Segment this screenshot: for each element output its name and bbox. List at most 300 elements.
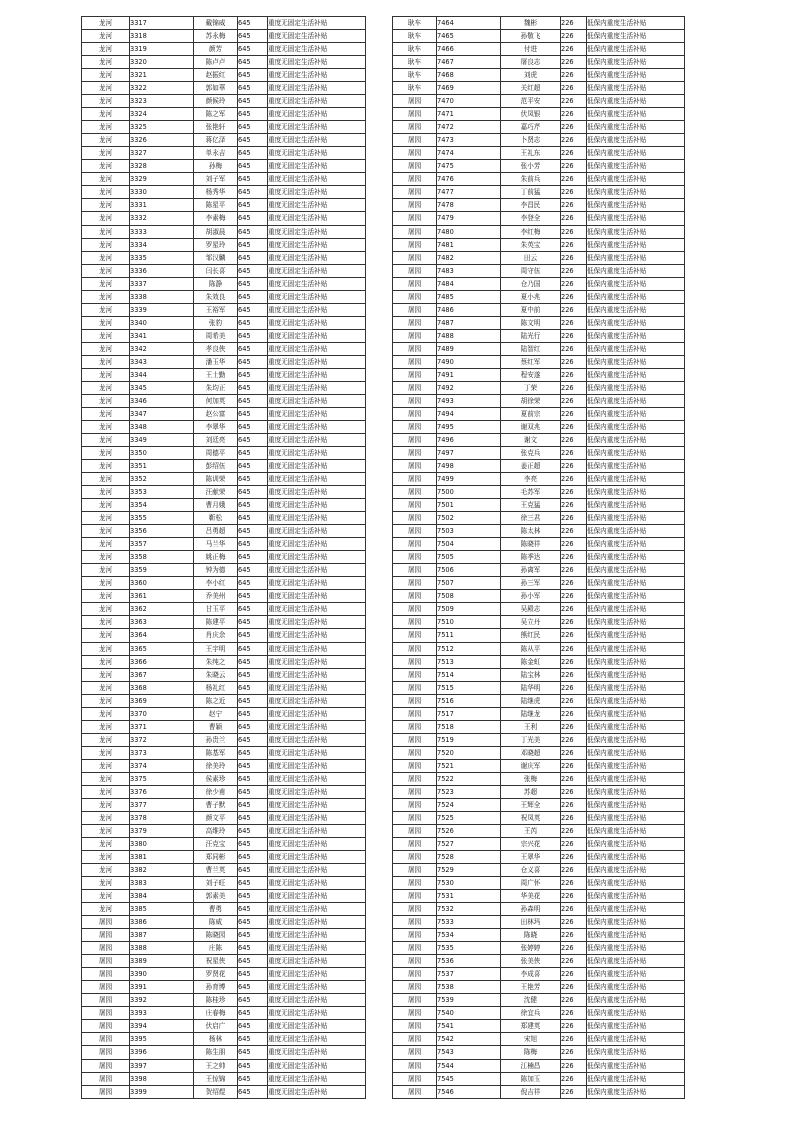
table-row — [393, 916, 685, 929]
subsidy-type-cell: 低保内重度生活补贴 — [587, 460, 685, 473]
area-cell: 屠园 — [393, 837, 437, 850]
serial-number-cell: 3363 — [130, 616, 194, 629]
name-cell: 孙离军 — [501, 564, 561, 577]
table-row — [82, 551, 366, 564]
area-cell: 龙河 — [82, 134, 130, 147]
table-row — [393, 551, 685, 564]
subsidy-table-left — [81, 16, 366, 1099]
name-cell: 吴殿志 — [501, 603, 561, 616]
table-row — [82, 798, 366, 811]
amount-cell: 645 — [238, 1033, 268, 1046]
table-row — [82, 108, 366, 121]
name-cell: 罗星玲 — [194, 238, 238, 251]
area-cell: 屠园 — [82, 994, 130, 1007]
table-row — [393, 121, 685, 134]
amount-cell: 645 — [238, 277, 268, 290]
serial-number-cell: 3395 — [130, 1033, 194, 1046]
serial-number-cell: 7505 — [437, 551, 501, 564]
name-cell: 王辉全 — [501, 798, 561, 811]
amount-cell: 226 — [561, 212, 587, 225]
area-cell: 龙河 — [82, 56, 130, 69]
name-cell: 华美花 — [501, 890, 561, 903]
subsidy-type-cell: 低保内重度生活补贴 — [587, 499, 685, 512]
table-row — [393, 316, 685, 329]
serial-number-cell: 3332 — [130, 212, 194, 225]
serial-number-cell: 7494 — [437, 407, 501, 420]
serial-number-cell: 7471 — [437, 108, 501, 121]
amount-cell: 645 — [238, 694, 268, 707]
name-cell: 邹汉麟 — [194, 251, 238, 264]
table-row — [393, 733, 685, 746]
amount-cell: 226 — [561, 1020, 587, 1033]
table-row — [393, 212, 685, 225]
area-cell: 耿车 — [393, 43, 437, 56]
serial-number-cell: 3371 — [130, 720, 194, 733]
amount-cell: 226 — [561, 303, 587, 316]
serial-number-cell: 3341 — [130, 329, 194, 342]
name-cell: 江楠昌 — [501, 1059, 561, 1072]
area-cell: 屠园 — [82, 981, 130, 994]
subsidy-type-cell: 重度无固定生活补贴 — [268, 355, 366, 368]
serial-number-cell: 3349 — [130, 434, 194, 447]
area-cell: 龙河 — [82, 564, 130, 577]
subsidy-type-cell: 低保内重度生活补贴 — [587, 473, 685, 486]
subsidy-type-cell: 重度无固定生活补贴 — [268, 811, 366, 824]
name-cell: 王利 — [501, 720, 561, 733]
subsidy-type-cell: 低保内重度生活补贴 — [587, 290, 685, 303]
area-cell: 龙河 — [82, 642, 130, 655]
amount-cell: 226 — [561, 590, 587, 603]
area-cell: 屠园 — [393, 394, 437, 407]
area-cell: 屠园 — [393, 460, 437, 473]
serial-number-cell: 7481 — [437, 238, 501, 251]
name-cell: 颜文平 — [194, 811, 238, 824]
table-row — [82, 851, 366, 864]
area-cell: 屠园 — [393, 564, 437, 577]
serial-number-cell: 7530 — [437, 877, 501, 890]
subsidy-type-cell: 重度无固定生活补贴 — [268, 564, 366, 577]
area-cell: 屠园 — [393, 368, 437, 381]
subsidy-type-cell: 低保内重度生活补贴 — [587, 43, 685, 56]
table-row — [82, 1007, 366, 1020]
subsidy-type-cell: 低保内重度生活补贴 — [587, 864, 685, 877]
amount-cell: 226 — [561, 95, 587, 108]
subsidy-type-cell: 重度无固定生活补贴 — [268, 916, 366, 929]
name-cell: 夏小兆 — [501, 290, 561, 303]
table-row — [82, 824, 366, 837]
subsidy-type-cell: 低保内重度生活补贴 — [587, 942, 685, 955]
subsidy-type-cell: 重度无固定生活补贴 — [268, 56, 366, 69]
name-cell: 姚正梅 — [194, 551, 238, 564]
amount-cell: 226 — [561, 864, 587, 877]
table-row — [393, 694, 685, 707]
name-cell: 倪吉祥 — [501, 1085, 561, 1098]
amount-cell: 226 — [561, 629, 587, 642]
area-cell: 屠园 — [393, 994, 437, 1007]
area-cell: 龙河 — [82, 811, 130, 824]
serial-number-cell: 7517 — [437, 707, 501, 720]
table-row — [393, 329, 685, 342]
amount-cell: 645 — [238, 864, 268, 877]
area-cell: 龙河 — [82, 277, 130, 290]
amount-cell: 645 — [238, 616, 268, 629]
name-cell: 肖庆余 — [194, 629, 238, 642]
amount-cell: 226 — [561, 707, 587, 720]
name-cell: 孙贵兰 — [194, 733, 238, 746]
amount-cell: 645 — [238, 772, 268, 785]
serial-number-cell: 3325 — [130, 121, 194, 134]
subsidy-type-cell: 重度无固定生活补贴 — [268, 108, 366, 121]
area-cell: 龙河 — [82, 434, 130, 447]
serial-number-cell: 7502 — [437, 512, 501, 525]
serial-number-cell: 3336 — [130, 264, 194, 277]
amount-cell: 226 — [561, 473, 587, 486]
area-cell: 屠园 — [393, 603, 437, 616]
table-row — [82, 447, 366, 460]
table-row — [82, 590, 366, 603]
subsidy-type-cell: 重度无固定生活补贴 — [268, 890, 366, 903]
name-cell: 朱纯之 — [194, 655, 238, 668]
subsidy-type-cell: 低保内重度生活补贴 — [587, 851, 685, 864]
name-cell: 潘玉华 — [194, 355, 238, 368]
table-row — [82, 434, 366, 447]
subsidy-type-cell: 重度无固定生活补贴 — [268, 1072, 366, 1085]
table-row — [393, 434, 685, 447]
amount-cell: 645 — [238, 785, 268, 798]
serial-number-cell: 7536 — [437, 955, 501, 968]
table-row — [82, 95, 366, 108]
amount-cell: 226 — [561, 694, 587, 707]
amount-cell: 226 — [561, 225, 587, 238]
amount-cell: 645 — [238, 160, 268, 173]
table-row — [82, 785, 366, 798]
area-cell: 龙河 — [82, 264, 130, 277]
amount-cell: 226 — [561, 733, 587, 746]
name-cell: 王翠华 — [501, 851, 561, 864]
area-cell: 龙河 — [82, 864, 130, 877]
amount-cell: 645 — [238, 407, 268, 420]
name-cell: 汪克宝 — [194, 837, 238, 850]
table-row — [82, 564, 366, 577]
subsidy-type-cell: 低保内重度生活补贴 — [587, 837, 685, 850]
subsidy-type-cell: 低保内重度生活补贴 — [587, 720, 685, 733]
table-row — [393, 225, 685, 238]
amount-cell: 645 — [238, 916, 268, 929]
serial-number-cell: 3331 — [130, 199, 194, 212]
name-cell: 伏凤银 — [501, 108, 561, 121]
name-cell: 单永吉 — [194, 147, 238, 160]
name-cell: 陈静 — [194, 277, 238, 290]
table-row — [82, 981, 366, 994]
area-cell: 屠园 — [393, 916, 437, 929]
subsidy-type-cell: 重度无固定生活补贴 — [268, 368, 366, 381]
amount-cell: 226 — [561, 264, 587, 277]
name-cell: 王士勤 — [194, 368, 238, 381]
table-row — [82, 1020, 366, 1033]
area-cell: 龙河 — [82, 785, 130, 798]
serial-number-cell: 7524 — [437, 798, 501, 811]
amount-cell: 645 — [238, 199, 268, 212]
serial-number-cell: 3362 — [130, 603, 194, 616]
area-cell: 龙河 — [82, 655, 130, 668]
amount-cell: 226 — [561, 499, 587, 512]
subsidy-type-cell: 低保内重度生活补贴 — [587, 512, 685, 525]
subsidy-type-cell: 低保内重度生活补贴 — [587, 82, 685, 95]
amount-cell: 226 — [561, 603, 587, 616]
area-cell: 屠园 — [393, 864, 437, 877]
name-cell: 乔美州 — [194, 590, 238, 603]
subsidy-type-cell: 重度无固定生活补贴 — [268, 95, 366, 108]
subsidy-type-cell: 重度无固定生活补贴 — [268, 877, 366, 890]
subsidy-type-cell: 低保内重度生活补贴 — [587, 759, 685, 772]
subsidy-type-cell: 重度无固定生活补贴 — [268, 147, 366, 160]
table-row — [393, 929, 685, 942]
subsidy-type-cell: 重度无固定生活补贴 — [268, 290, 366, 303]
name-cell: 邓晓超 — [501, 746, 561, 759]
name-cell: 陆华明 — [501, 681, 561, 694]
serial-number-cell: 3356 — [130, 525, 194, 538]
amount-cell: 645 — [238, 968, 268, 981]
area-cell: 龙河 — [82, 394, 130, 407]
name-cell: 陈威 — [194, 916, 238, 929]
table-row — [393, 95, 685, 108]
table-row — [393, 942, 685, 955]
subsidy-type-cell: 重度无固定生活补贴 — [268, 694, 366, 707]
name-cell: 甘玉平 — [194, 603, 238, 616]
serial-number-cell: 7480 — [437, 225, 501, 238]
serial-number-cell: 7513 — [437, 655, 501, 668]
area-cell: 屠园 — [393, 681, 437, 694]
serial-number-cell: 3353 — [130, 486, 194, 499]
name-cell: 吕勇超 — [194, 525, 238, 538]
serial-number-cell: 7531 — [437, 890, 501, 903]
name-cell: 罗贤花 — [194, 968, 238, 981]
name-cell: 胡淑晨 — [194, 225, 238, 238]
amount-cell: 226 — [561, 616, 587, 629]
subsidy-type-cell: 重度无固定生活补贴 — [268, 785, 366, 798]
table-row — [393, 290, 685, 303]
table-row — [82, 69, 366, 82]
table-row — [82, 303, 366, 316]
serial-number-cell: 7537 — [437, 968, 501, 981]
serial-number-cell: 7506 — [437, 564, 501, 577]
area-cell: 屠园 — [82, 955, 130, 968]
area-cell: 龙河 — [82, 43, 130, 56]
subsidy-type-cell: 重度无固定生活补贴 — [268, 173, 366, 186]
amount-cell: 645 — [238, 212, 268, 225]
area-cell: 龙河 — [82, 473, 130, 486]
amount-cell: 226 — [561, 655, 587, 668]
area-cell: 龙河 — [82, 30, 130, 43]
table-row — [393, 707, 685, 720]
table-row — [82, 655, 366, 668]
area-cell: 龙河 — [82, 877, 130, 890]
table-row — [82, 82, 366, 95]
table-row — [393, 1033, 685, 1046]
name-cell: 朱英宝 — [501, 238, 561, 251]
serial-number-cell: 3351 — [130, 460, 194, 473]
area-cell: 屠园 — [393, 903, 437, 916]
amount-cell: 226 — [561, 69, 587, 82]
area-cell: 龙河 — [82, 69, 130, 82]
area-cell: 龙河 — [82, 368, 130, 381]
name-cell: 宗兴花 — [501, 837, 561, 850]
serial-number-cell: 3364 — [130, 629, 194, 642]
amount-cell: 226 — [561, 746, 587, 759]
name-cell: 曹颖 — [194, 720, 238, 733]
amount-cell: 645 — [238, 538, 268, 551]
name-cell: 朱晓云 — [194, 668, 238, 681]
area-cell: 屠园 — [82, 1059, 130, 1072]
subsidy-type-cell: 重度无固定生活补贴 — [268, 160, 366, 173]
table-row — [82, 929, 366, 942]
name-cell: 胡徐荣 — [501, 394, 561, 407]
subsidy-type-cell: 低保内重度生活补贴 — [587, 525, 685, 538]
serial-number-cell: 3345 — [130, 381, 194, 394]
name-cell: 李素梅 — [194, 212, 238, 225]
subsidy-type-cell: 低保内重度生活补贴 — [587, 1085, 685, 1098]
amount-cell: 645 — [238, 290, 268, 303]
area-cell: 龙河 — [82, 95, 130, 108]
amount-cell: 226 — [561, 82, 587, 95]
subsidy-type-cell: 低保内重度生活补贴 — [587, 616, 685, 629]
subsidy-type-cell: 重度无固定生活补贴 — [268, 616, 366, 629]
area-cell: 屠园 — [393, 759, 437, 772]
area-cell: 屠园 — [393, 1046, 437, 1059]
serial-number-cell: 3392 — [130, 994, 194, 1007]
subsidy-type-cell: 低保内重度生活补贴 — [587, 160, 685, 173]
table-row — [82, 355, 366, 368]
subsidy-type-cell: 重度无固定生活补贴 — [268, 1046, 366, 1059]
area-cell: 龙河 — [82, 199, 130, 212]
area-cell: 屠园 — [393, 694, 437, 707]
subsidy-type-cell: 重度无固定生活补贴 — [268, 798, 366, 811]
name-cell: 陈太林 — [501, 525, 561, 538]
name-cell: 张梅 — [501, 772, 561, 785]
table-row — [82, 134, 366, 147]
area-cell: 屠园 — [393, 785, 437, 798]
serial-number-cell: 7508 — [437, 590, 501, 603]
name-cell: 陆智红 — [501, 342, 561, 355]
subsidy-type-cell: 重度无固定生活补贴 — [268, 329, 366, 342]
serial-number-cell: 3354 — [130, 499, 194, 512]
serial-number-cell: 3320 — [130, 56, 194, 69]
serial-number-cell: 3333 — [130, 225, 194, 238]
table-row — [82, 368, 366, 381]
table-row — [393, 199, 685, 212]
table-row — [393, 43, 685, 56]
name-cell: 李成喜 — [501, 968, 561, 981]
name-cell: 庄陈 — [194, 942, 238, 955]
serial-number-cell: 7475 — [437, 160, 501, 173]
name-cell: 孙三军 — [501, 577, 561, 590]
serial-number-cell: 7498 — [437, 460, 501, 473]
serial-number-cell: 7545 — [437, 1072, 501, 1085]
area-cell: 屠园 — [393, 877, 437, 890]
table-row — [82, 420, 366, 433]
table-row — [393, 837, 685, 850]
name-cell: 赵振红 — [194, 69, 238, 82]
table-row — [82, 56, 366, 69]
name-cell: 张美侠 — [501, 955, 561, 968]
amount-cell: 645 — [238, 525, 268, 538]
serial-number-cell: 3323 — [130, 95, 194, 108]
subsidy-type-cell: 重度无固定生活补贴 — [268, 720, 366, 733]
amount-cell: 226 — [561, 277, 587, 290]
subsidy-type-cell: 低保内重度生活补贴 — [587, 329, 685, 342]
subsidy-type-cell: 重度无固定生活补贴 — [268, 1007, 366, 1020]
serial-number-cell: 3322 — [130, 82, 194, 95]
serial-number-cell: 3348 — [130, 420, 194, 433]
table-row — [393, 486, 685, 499]
serial-number-cell: 7464 — [437, 17, 501, 30]
table-row — [82, 890, 366, 903]
subsidy-type-cell: 低保内重度生活补贴 — [587, 772, 685, 785]
name-cell: 李昌民 — [501, 199, 561, 212]
area-cell: 屠园 — [393, 981, 437, 994]
amount-cell: 226 — [561, 186, 587, 199]
area-cell: 龙河 — [82, 577, 130, 590]
subsidy-type-cell: 低保内重度生活补贴 — [587, 212, 685, 225]
table-row — [82, 238, 366, 251]
table-row — [82, 942, 366, 955]
table-row — [393, 420, 685, 433]
area-cell: 屠园 — [393, 160, 437, 173]
amount-cell: 226 — [561, 147, 587, 160]
name-cell: 张豹 — [194, 316, 238, 329]
amount-cell: 645 — [238, 629, 268, 642]
subsidy-type-cell: 重度无固定生活补贴 — [268, 134, 366, 147]
area-cell: 屠园 — [393, 473, 437, 486]
name-cell: 陈生朋 — [194, 1046, 238, 1059]
table-row — [393, 160, 685, 173]
subsidy-type-cell: 低保内重度生活补贴 — [587, 420, 685, 433]
name-cell: 徐美玲 — [194, 759, 238, 772]
name-cell: 刘虎 — [501, 69, 561, 82]
table-row — [82, 486, 366, 499]
subsidy-type-cell: 重度无固定生活补贴 — [268, 733, 366, 746]
serial-number-cell: 3380 — [130, 837, 194, 850]
serial-number-cell: 3386 — [130, 916, 194, 929]
amount-cell: 645 — [238, 733, 268, 746]
area-cell: 龙河 — [82, 851, 130, 864]
name-cell: 孙梅 — [194, 160, 238, 173]
table-row — [393, 968, 685, 981]
subsidy-type-cell: 重度无固定生活补贴 — [268, 981, 366, 994]
table-row — [82, 407, 366, 420]
subsidy-type-cell: 重度无固定生活补贴 — [268, 864, 366, 877]
name-cell: 夏前宗 — [501, 407, 561, 420]
name-cell: 祝凤英 — [501, 811, 561, 824]
table-row — [82, 147, 366, 160]
area-cell: 屠园 — [393, 225, 437, 238]
serial-number-cell: 3334 — [130, 238, 194, 251]
area-cell: 屠园 — [393, 538, 437, 551]
area-cell: 龙河 — [82, 759, 130, 772]
area-cell: 龙河 — [82, 837, 130, 850]
table-row — [82, 121, 366, 134]
subsidy-type-cell: 重度无固定生活补贴 — [268, 225, 366, 238]
subsidy-type-cell: 低保内重度生活补贴 — [587, 655, 685, 668]
amount-cell: 226 — [561, 329, 587, 342]
name-cell: 周希美 — [194, 329, 238, 342]
area-cell: 龙河 — [82, 303, 130, 316]
subsidy-type-cell: 低保内重度生活补贴 — [587, 994, 685, 1007]
amount-cell: 645 — [238, 264, 268, 277]
area-cell: 龙河 — [82, 82, 130, 95]
table-row — [82, 525, 366, 538]
area-cell: 屠园 — [393, 798, 437, 811]
